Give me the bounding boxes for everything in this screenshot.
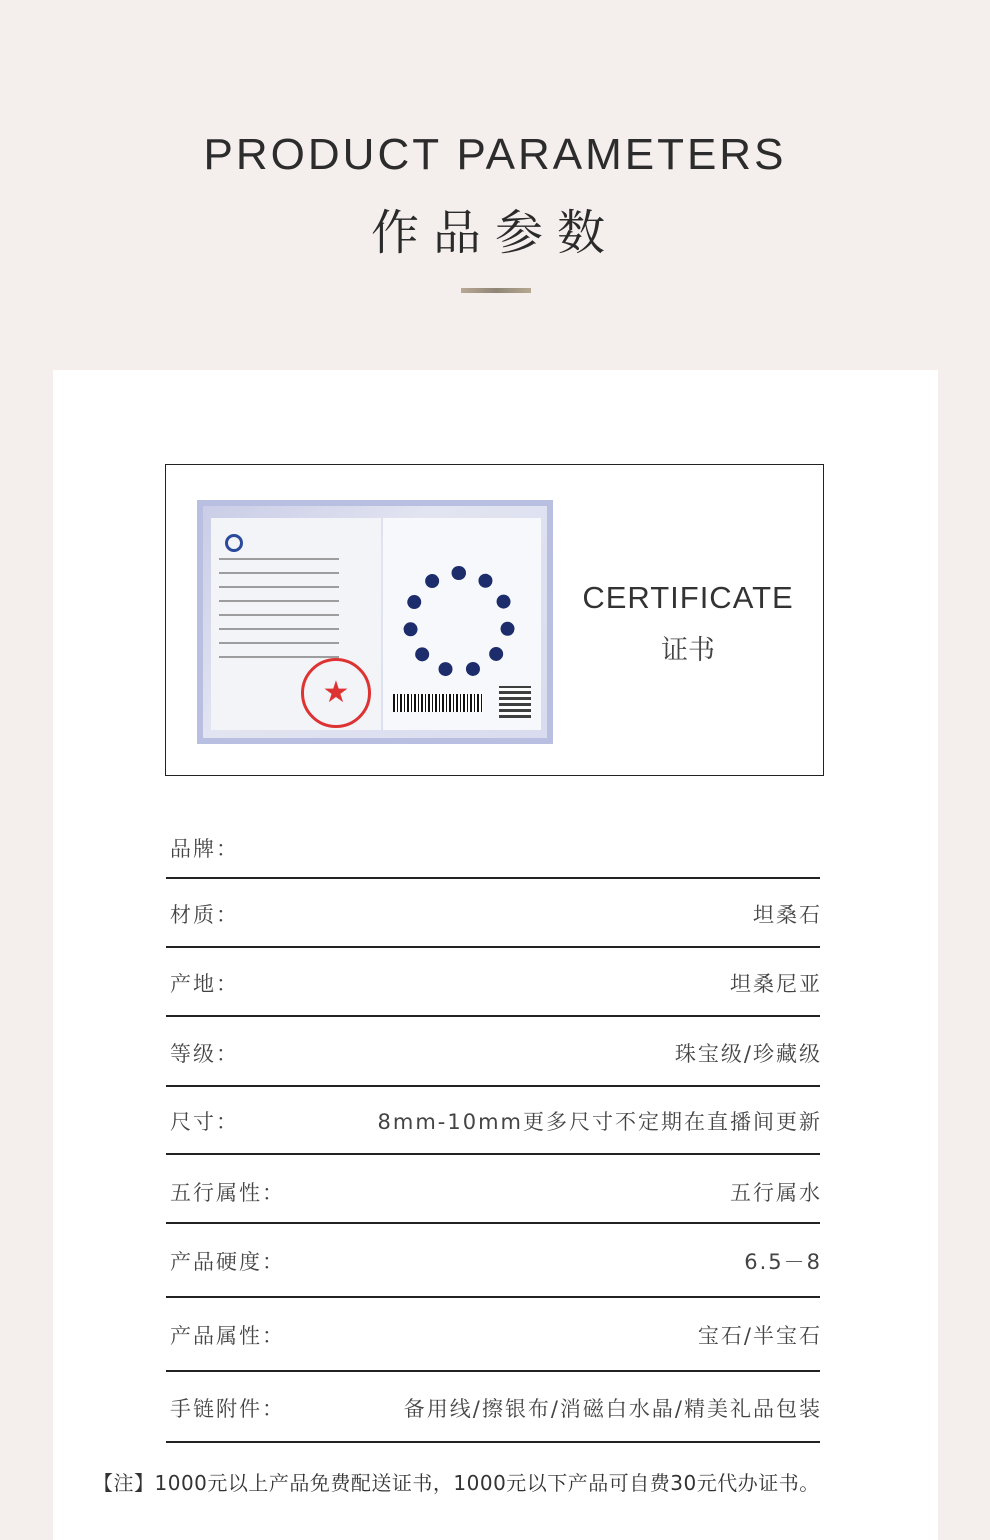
certificate-logo-icon — [225, 534, 243, 552]
certificate-label-cn: 证书 — [661, 635, 715, 666]
row-divider — [166, 1441, 820, 1443]
certificate-text-lines — [211, 558, 381, 658]
param-value: 五行属水 — [730, 1181, 822, 1205]
param-value: 珠宝级/珍藏级 — [674, 1042, 822, 1066]
bracelet-photo — [403, 566, 515, 678]
param-label: 五行属性： — [170, 1181, 285, 1205]
row-divider — [166, 1296, 820, 1298]
page-title-en: PRODUCT PARAMETERS — [203, 130, 787, 179]
barcode-icon — [393, 694, 483, 712]
row-divider — [166, 1370, 820, 1372]
param-value: 8mm-10mm更多尺寸不定期在直播间更新 — [377, 1110, 822, 1134]
page-title-cn: 作品参数 — [370, 205, 619, 261]
param-label: 尺寸： — [170, 1110, 239, 1134]
param-value: 备用线/擦银布/消磁白水晶/精美礼品包装 — [403, 1397, 822, 1421]
footnote: 【注】1000元以上产品免费配送证书，1000元以下产品可自费30元代办证书。 — [93, 1471, 820, 1495]
param-label: 材质： — [170, 903, 239, 927]
param-value: 宝石/半宝石 — [697, 1324, 822, 1348]
row-divider — [166, 1015, 820, 1017]
row-divider — [166, 1222, 820, 1224]
row-divider — [166, 1153, 820, 1155]
row-divider — [166, 1085, 820, 1087]
qr-code-icon — [499, 686, 531, 718]
red-seal-icon: ★ — [301, 658, 371, 728]
param-label: 产地： — [170, 972, 239, 996]
param-label: 产品属性： — [170, 1324, 285, 1348]
param-value: 6.5－8 — [744, 1250, 822, 1274]
param-label: 手链附件： — [170, 1397, 285, 1421]
param-label: 等级： — [170, 1042, 239, 1066]
row-divider — [166, 877, 820, 879]
param-value: 坦桑石 — [753, 903, 822, 927]
param-label: 品牌： — [170, 837, 239, 861]
certificate-info-panel — [211, 518, 381, 730]
param-value: 坦桑尼亚 — [730, 972, 822, 996]
title-underline — [461, 288, 531, 293]
certificate-image — [197, 500, 553, 744]
row-divider — [166, 946, 820, 948]
param-label: 产品硬度： — [170, 1250, 285, 1274]
certificate-label-en: CERTIFICATE — [582, 580, 794, 615]
